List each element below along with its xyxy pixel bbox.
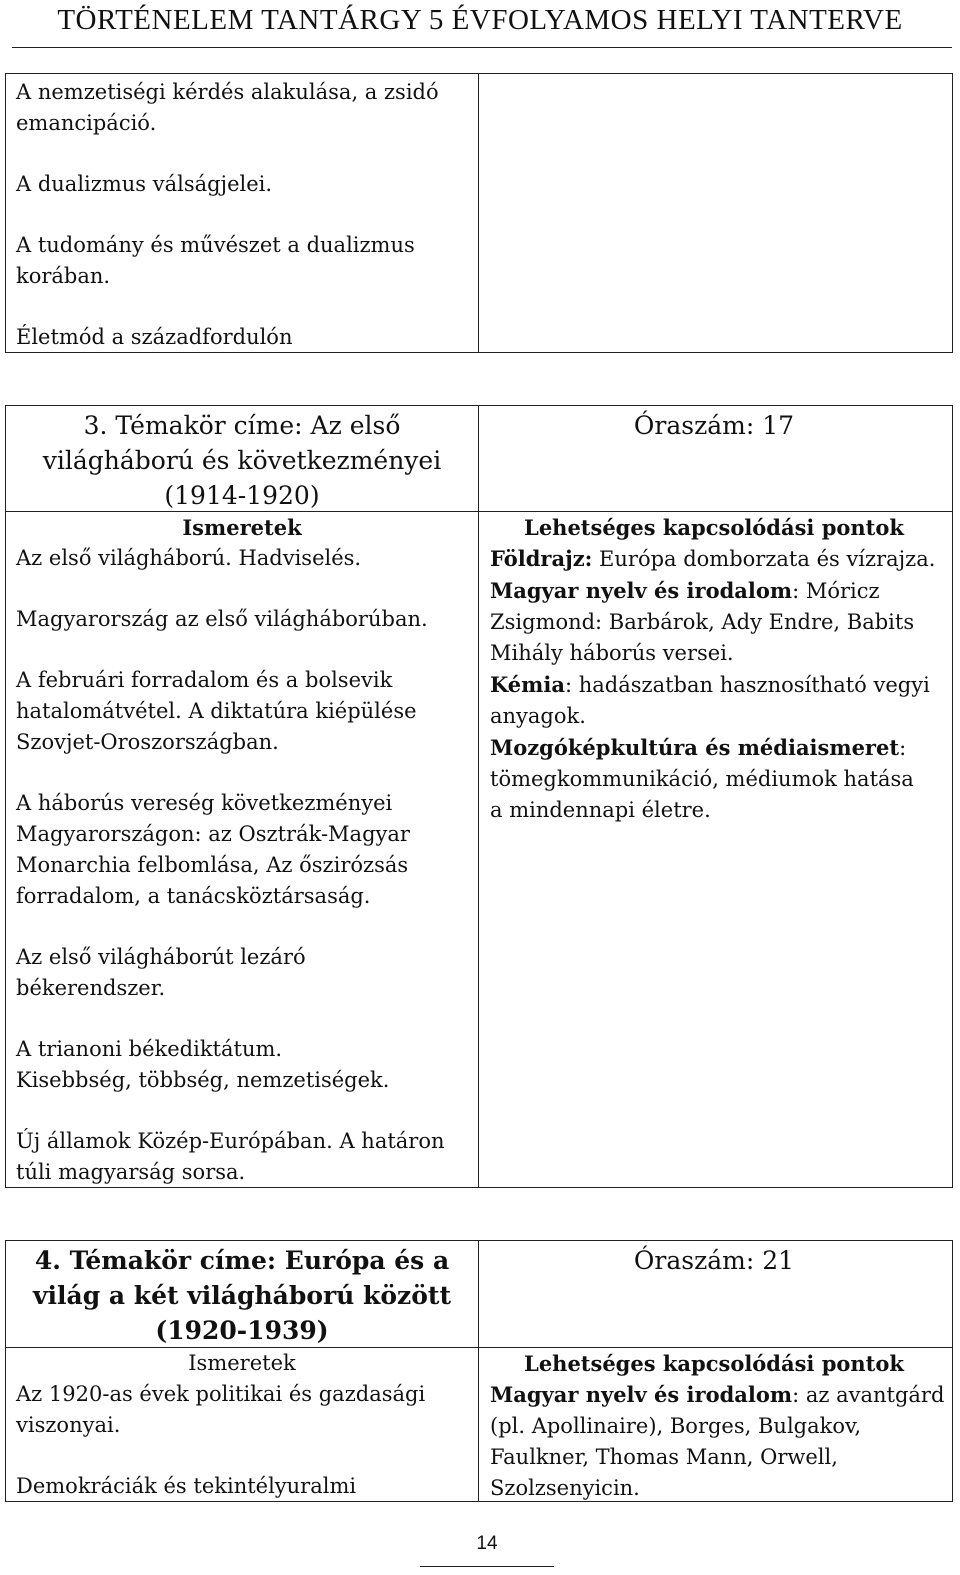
topic-list [16,77,471,353]
knowledge-list [16,1379,476,1502]
list-line: Magyarországon: az Osztrák-Magyar [16,822,410,846]
list-line: A háborús vereség következményei [16,791,393,815]
header-rule [12,47,952,48]
list-line: korában. [16,264,111,288]
list-line: Új államok Közép-Európában. A határon [16,1129,445,1153]
connection-line: Mozgóképkultúra és médiaismeret: [490,735,907,760]
connection-line: Szolzsenyicin. [490,1476,640,1500]
column-head-connections: Lehetséges kapcsolódási pontok [524,515,904,540]
connection-line: Magyar nyelv és irodalom: az avantgárd [490,1382,945,1407]
connections-list [490,1379,950,1504]
list-line: túli magyarság sorsa. [16,1160,246,1184]
table-topic-3 [5,405,953,1188]
column-divider [478,74,479,352]
connection-line: Mihály háborús versei. [490,641,734,665]
connection-line: a mindennapi életre. [490,798,711,822]
connection-line: Földrajz: Európa domborzata és vízrajza. [490,546,936,571]
list-line: Monarchia felbomlása, Az őszirózsás [16,853,409,877]
list-line: Kisebbség, többség, nemzetiségek. [16,1068,390,1092]
column-head-connections: Lehetséges kapcsolódási pontok [524,1351,904,1376]
list-line: Az 1920-as évek politikai és gazdasági [16,1382,426,1406]
connection-line: tömegkommunikáció, médiumok hatása [490,767,914,791]
table-topic-4 [5,1240,953,1502]
connection-line: Kémia: hadászatban hasznosítható vegyi [490,672,930,697]
list-line: A trianoni békediktátum. [16,1037,283,1061]
list-line: Demokráciák és tekintélyuralmi [16,1474,357,1498]
connections-list [490,543,950,826]
list-line: Szovjet-Oroszországban. [16,730,279,754]
column-head-knowledge: Ismeretek [188,1351,296,1375]
list-line: békerendszer. [16,976,166,1000]
page-header-title: TÖRTÉNELEM TANTÁRGY 5 ÉVFOLYAMOS HELYI TANTERVE [57,4,903,36]
list-line: A februári forradalom és a bolsevik [16,668,393,692]
connection-line: Magyar nyelv és irodalom: Móricz [490,578,880,603]
table-continuation [5,73,953,353]
list-line: A tudomány és művészet a dualizmus [16,233,415,257]
list-line: A dualizmus válságjelei. [16,172,273,196]
list-line: emancipáció. [16,111,157,135]
connection-line: Zsigmond: Barbárok, Ady Endre, Babits [490,610,915,634]
list-line: forradalom, a tanácsköztársaság. [16,884,371,908]
list-line: Életmód a századfordulón [16,325,293,349]
list-line: A nemzetiségi kérdés alakulása, a zsidó [16,80,439,104]
topic-title: 4. Témakör címe: Európa és a világ a két világháború között (1920-1939) [32,1246,452,1345]
list-line: Az első világháború. Hadviselés. [16,546,362,570]
hours-label: Óraszám: 17 [633,411,795,440]
connection-line: (pl. Apollinaire), Borges, Bulgakov, [490,1414,862,1438]
page-number: 14 [476,1533,498,1554]
topic-title: 3. Témakör címe: Az első világháború és következményei (1914-1920) [42,411,442,510]
hours-label: Óraszám: 21 [633,1246,795,1275]
knowledge-list [16,543,476,1188]
connection-line: anyagok. [490,704,586,728]
list-line: Magyarország az első világháborúban. [16,607,428,631]
footer-rule [420,1566,554,1567]
list-line: Az első világháborút lezáró [16,945,306,969]
connection-line: Faulkner, Thomas Mann, Orwell, [490,1445,838,1469]
list-line: viszonyai. [16,1413,121,1437]
list-line: hatalomátvétel. A diktatúra kiépülése [16,699,417,723]
column-head-knowledge: Ismeretek [182,515,302,540]
